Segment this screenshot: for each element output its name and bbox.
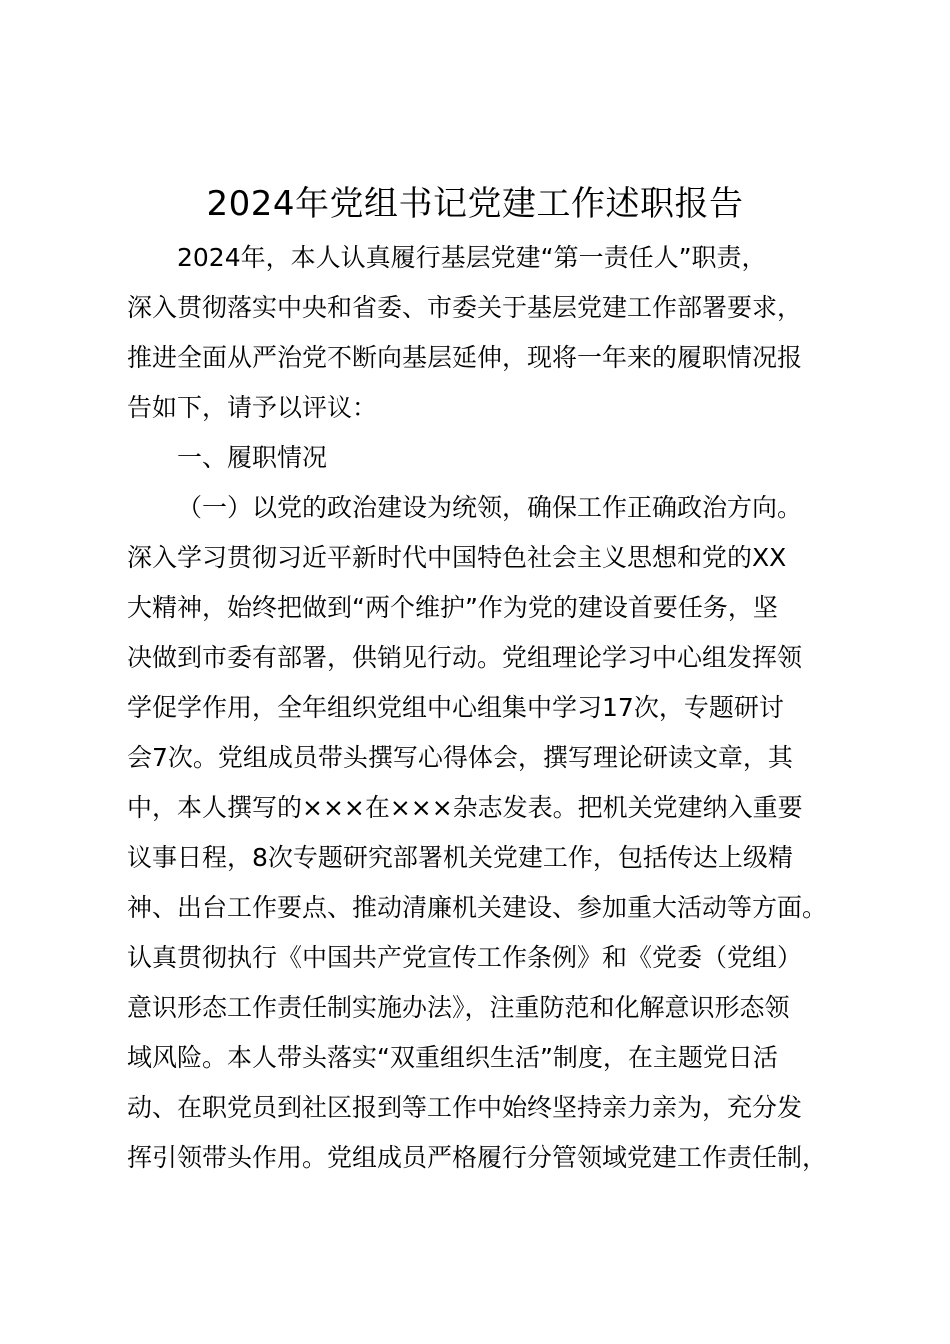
paragraph-line: 决做到市委有部署，供销见行动。党组理论学习中心组发挥领 [127, 643, 803, 672]
paragraph-line: 中，本人撰写的×××在×××杂志发表。把机关党建纳入重要 [127, 793, 803, 822]
paragraph-line: 学促学作用，全年组织党组中心组集中学习17次，专题研讨 [127, 693, 784, 722]
paragraph-line: 动、在职党员到社区报到等工作中始终坚持亲力亲为，充分发 [127, 1093, 803, 1122]
paragraph-line: 推进全面从严治党不断向基层延伸，现将一年来的履职情况报 [127, 343, 803, 372]
document-body [127, 233, 857, 1183]
subsection-heading: （一）以党的政治建设为统领，确保工作正确政治方向。 [177, 493, 803, 522]
section-heading: 一、履职情况 [177, 443, 328, 472]
paragraph-line: 挥引领带头作用。党组成员严格履行分管领域党建工作责任制， [127, 1143, 828, 1172]
paragraph-line: 认真贯彻执行《中国共产党宣传工作条例》和《党委（党组） [127, 943, 803, 972]
paragraph-line: 议事日程，8次专题研究部署机关党建工作，包括传达上级精 [127, 843, 793, 872]
document-title: 2024年党组书记党建工作述职报告 [206, 184, 744, 224]
paragraph-line: 深入贯彻落实中央和省委、市委关于基层党建工作部署要求， [127, 293, 803, 322]
paragraph-line: 大精神，始终把做到“两个维护”作为党的建设首要任务，坚 [127, 593, 778, 622]
paragraph-line: 意识形态工作责任制实施办法》，注重防范和化解意识形态领 [127, 993, 790, 1022]
paragraph-line: 神、出台工作要点、推动清廉机关建设、参加重大活动等方面。 [127, 893, 828, 922]
paragraph-line: 深入学习贯彻习近平新时代中国特色社会主义思想和党的XX [127, 543, 787, 572]
paragraph-line: 域风险。本人带头落实“双重组织生活”制度，在主题党日活 [127, 1043, 778, 1072]
paragraph-line: 2024年，本人认真履行基层党建“第一责任人”职责， [177, 243, 767, 272]
paragraph-line: 告如下，请予以评议： [127, 393, 378, 422]
paragraph-line: 会7次。党组成员带头撰写心得体会，撰写理论研读文章，其 [127, 743, 793, 772]
